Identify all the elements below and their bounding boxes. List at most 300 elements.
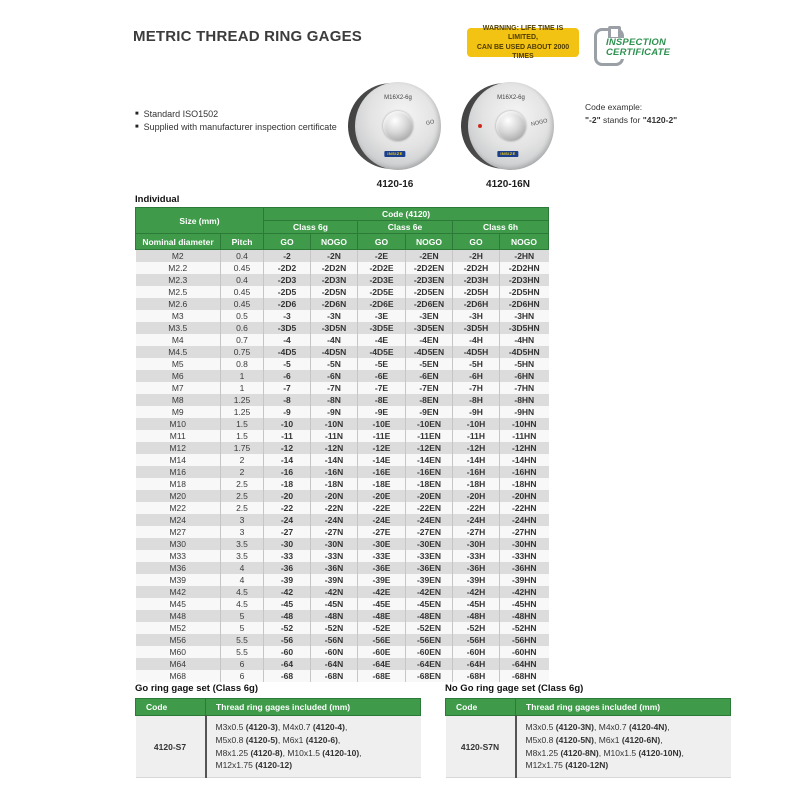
table-row: [136, 670, 549, 682]
table-row: [136, 298, 549, 310]
cell-code: -22EN: [406, 502, 453, 514]
cell-nominal-diameter: M5: [171, 359, 184, 369]
cell-nominal-diameter: M60: [169, 647, 187, 657]
cell-code: -8N: [311, 394, 358, 406]
cell-code: -36HN: [500, 562, 549, 574]
cell-code: -22N: [311, 502, 358, 514]
set-desc-line: M5x0.8 (4120-5), M6x1 (4120-6),: [215, 734, 341, 745]
cell-code: -68H: [453, 670, 500, 682]
main-table-body: [136, 250, 549, 683]
table-row: [136, 394, 549, 406]
product-code-caption: 4120-16N: [486, 179, 530, 190]
cell-pitch: 0.7: [221, 334, 264, 346]
cell-code: -4D5H: [453, 346, 500, 358]
cell-code: -14E: [358, 454, 406, 466]
cell-code: -24E: [358, 514, 406, 526]
cell-code: -2H: [453, 250, 500, 263]
ring-marking: M16X2-6g: [384, 95, 412, 101]
ring-threaded-hole: [496, 111, 526, 141]
cell-pitch: 1.25: [221, 394, 264, 406]
cell-nominal-diameter: M7: [171, 383, 184, 393]
cell-code: -42HN: [500, 586, 549, 598]
cell-code: -8H: [453, 394, 500, 406]
cell-code: -52EN: [406, 622, 453, 634]
cell-code: -2D5E: [358, 286, 406, 298]
page-title: METRIC THREAD RING GAGES: [133, 28, 362, 45]
set-code-header: Code: [446, 699, 516, 716]
cell-code: -52H: [453, 622, 500, 634]
nogo-set-table: [445, 698, 731, 778]
cell-pitch: 4: [221, 562, 264, 574]
cell-code: -2D2N: [311, 262, 358, 274]
cell-code: -30: [264, 538, 311, 550]
header-class-6e: Class 6e: [358, 221, 453, 234]
cell-pitch: 0.5: [221, 310, 264, 322]
cell-code: -4: [264, 334, 311, 346]
cell-code: -12: [264, 442, 311, 454]
cell-code: -3EN: [406, 310, 453, 322]
cell-code: -7N: [311, 382, 358, 394]
cell-nominal-diameter: M8: [171, 395, 184, 405]
cell-code: -42: [264, 586, 311, 598]
cell-code: -2D2HN: [500, 262, 549, 274]
cell-code: -39E: [358, 574, 406, 586]
cell-code: -20: [264, 490, 311, 502]
table-row: [136, 526, 549, 538]
feature-list: [135, 108, 337, 134]
cell-code: -5H: [453, 358, 500, 370]
cell-code: -2D5N: [311, 286, 358, 298]
cell-code: -45E: [358, 598, 406, 610]
cell-nominal-diameter: M2.2: [168, 263, 188, 273]
set-code-value: 4120-S7N: [446, 716, 516, 778]
cell-nominal-diameter: M16: [169, 467, 187, 477]
cell-nominal-diameter: M20: [169, 491, 187, 501]
table-row: [136, 538, 549, 550]
cell-code: -4EN: [406, 334, 453, 346]
cell-pitch: 0.4: [221, 250, 264, 263]
cell-code: -6: [264, 370, 311, 382]
cell-code: -27E: [358, 526, 406, 538]
cell-code: -30EN: [406, 538, 453, 550]
code-example-segment: "4120-2": [642, 114, 678, 125]
cell-code: -14: [264, 454, 311, 466]
cell-code: -24EN: [406, 514, 453, 526]
table-row: [136, 646, 549, 658]
cell-nominal-diameter: M9: [171, 407, 184, 417]
set-desc-line: M3x0.5 (4120-3), M4x0.7 (4120-4),: [215, 722, 348, 732]
cell-code: -68EN: [406, 670, 453, 682]
feature-text: Standard ISO1502: [143, 109, 219, 119]
cell-code: -36H: [453, 562, 500, 574]
cell-code: -24HN: [500, 514, 549, 526]
cell-nominal-diameter: M18: [169, 479, 187, 489]
cell-code: -9H: [453, 406, 500, 418]
cell-code: -36: [264, 562, 311, 574]
table-row: [136, 250, 549, 263]
cell-pitch: 2: [221, 466, 264, 478]
cell-code: -2D6E: [358, 298, 406, 310]
cell-code: -9: [264, 406, 311, 418]
cell-code: -39HN: [500, 574, 549, 586]
header-nominal-diameter: Nominal diameter: [136, 234, 221, 250]
cell-code: -14EN: [406, 454, 453, 466]
cell-code: -6H: [453, 370, 500, 382]
cell-code: -6HN: [500, 370, 549, 382]
cell-code: -18H: [453, 478, 500, 490]
cell-code: -45EN: [406, 598, 453, 610]
cell-code: -2N: [311, 250, 358, 263]
table-row: [136, 550, 549, 562]
cell-code: -7E: [358, 382, 406, 394]
cell-nominal-diameter: M12: [169, 443, 187, 453]
cell-pitch: 1.25: [221, 406, 264, 418]
cell-code: -5: [264, 358, 311, 370]
cell-pitch: 6: [221, 670, 264, 682]
cell-code: -56N: [311, 634, 358, 646]
cell-code: -2D3EN: [406, 274, 453, 286]
cell-pitch: 5: [221, 610, 264, 622]
cell-code: -4D5: [264, 346, 311, 358]
code-example-segment: "-2": [585, 114, 601, 125]
cell-code: -7HN: [500, 382, 549, 394]
cell-code: -7EN: [406, 382, 453, 394]
cell-code: -33N: [311, 550, 358, 562]
cell-code: -68N: [311, 670, 358, 682]
cell-code: -2D6H: [453, 298, 500, 310]
cell-code: -3E: [358, 310, 406, 322]
cell-nominal-diameter: M4: [171, 335, 184, 345]
go-set-title: Go ring gage set (Class 6g): [135, 683, 258, 694]
table-row: [136, 454, 549, 466]
header-pitch: Pitch: [221, 234, 264, 250]
cell-code: -36E: [358, 562, 406, 574]
cell-code: -42H: [453, 586, 500, 598]
go-ring-gage-image: [340, 82, 450, 190]
cell-code: -33HN: [500, 550, 549, 562]
cell-code: -22: [264, 502, 311, 514]
cell-code: -4HN: [500, 334, 549, 346]
cell-code: -56EN: [406, 634, 453, 646]
cell-code: -64HN: [500, 658, 549, 670]
cell-code: -10: [264, 418, 311, 430]
cell-code: -64E: [358, 658, 406, 670]
set-desc-line: M3x0.5 (4120-3N), M4x0.7 (4120-4N),: [525, 722, 670, 732]
header-size-group: Size (mm): [136, 208, 264, 234]
cell-nominal-diameter: M48: [169, 611, 187, 621]
cell-code: -14N: [311, 454, 358, 466]
cell-code: -5E: [358, 358, 406, 370]
cell-code: -60HN: [500, 646, 549, 658]
cell-pitch: 0.75: [221, 346, 264, 358]
table-row: [136, 622, 549, 634]
cell-code: -4D5HN: [500, 346, 549, 358]
set-desc: [206, 716, 421, 778]
cell-code: -56: [264, 634, 311, 646]
cell-code: -48: [264, 610, 311, 622]
set-desc-line: M12x1.75 (4120-12): [215, 760, 293, 771]
feature-item: [135, 121, 337, 134]
table-row: [136, 716, 421, 778]
cell-code: -3D5: [264, 322, 311, 334]
cell-code: -39EN: [406, 574, 453, 586]
cell-nominal-diameter: M42: [169, 587, 187, 597]
code-example-label: Code example:: [585, 102, 643, 112]
cell-code: -4N: [311, 334, 358, 346]
cell-code: -68E: [358, 670, 406, 682]
cell-code: -33E: [358, 550, 406, 562]
cell-pitch: 0.4: [221, 274, 264, 286]
bullet-icon: ■: [135, 124, 139, 131]
cell-code: -18N: [311, 478, 358, 490]
cell-code: -52E: [358, 622, 406, 634]
nogo-ring-gage-image: [453, 82, 563, 190]
cell-code: -16N: [311, 466, 358, 478]
cell-code: -5HN: [500, 358, 549, 370]
cell-code: -9EN: [406, 406, 453, 418]
cell-pitch: 0.6: [221, 322, 264, 334]
cell-code: -12E: [358, 442, 406, 454]
header-go: GO: [358, 234, 406, 250]
cell-pitch: 1.5: [221, 418, 264, 430]
cell-nominal-diameter: M14: [169, 455, 187, 465]
cell-code: -56H: [453, 634, 500, 646]
cell-code: -16HN: [500, 466, 549, 478]
cell-code: -2D5HN: [500, 286, 549, 298]
table-row: [136, 334, 549, 346]
set-desc-line: M8x1.25 (4120-8), M10x1.5 (4120-10),: [215, 747, 362, 758]
cell-code: -24N: [311, 514, 358, 526]
cell-code: -39H: [453, 574, 500, 586]
cell-code: -8EN: [406, 394, 453, 406]
ring-illustration: [348, 82, 442, 170]
cell-pitch: 4.5: [221, 598, 264, 610]
table-row: [136, 574, 549, 586]
cell-pitch: 5.5: [221, 646, 264, 658]
cell-code: -2D2EN: [406, 262, 453, 274]
header-class-6g: Class 6g: [264, 221, 358, 234]
cell-code: -16H: [453, 466, 500, 478]
ring-threaded-hole: [383, 111, 413, 141]
table-row: [136, 286, 549, 298]
table-row: [136, 442, 549, 454]
cell-code: -22E: [358, 502, 406, 514]
cell-code: -42E: [358, 586, 406, 598]
red-dot-marker: [478, 124, 482, 128]
cell-code: -11HN: [500, 430, 549, 442]
table-row: [446, 716, 731, 778]
table-row: [136, 346, 549, 358]
cell-code: -27N: [311, 526, 358, 538]
cell-code: -27HN: [500, 526, 549, 538]
cell-code: -20H: [453, 490, 500, 502]
cell-pitch: 3: [221, 526, 264, 538]
cell-code: -12EN: [406, 442, 453, 454]
cell-code: -16EN: [406, 466, 453, 478]
header-class-6h: Class 6h: [453, 221, 549, 234]
cell-pitch: 3.5: [221, 538, 264, 550]
cell-code: -14H: [453, 454, 500, 466]
set-desc: [516, 716, 731, 778]
cell-code: -56E: [358, 634, 406, 646]
cell-code: -36N: [311, 562, 358, 574]
cell-nominal-diameter: M27: [169, 527, 187, 537]
cell-code: -2D3E: [358, 274, 406, 286]
cell-code: -30E: [358, 538, 406, 550]
cell-code: -12H: [453, 442, 500, 454]
individual-section-label: Individual: [135, 194, 180, 205]
cell-code: -16E: [358, 466, 406, 478]
table-row: [136, 502, 549, 514]
table-row: [136, 658, 549, 670]
cell-code: -18: [264, 478, 311, 490]
cell-code: -48EN: [406, 610, 453, 622]
cell-code: -20N: [311, 490, 358, 502]
cell-code: -4H: [453, 334, 500, 346]
table-row: [136, 430, 549, 442]
cell-code: -2: [264, 250, 311, 263]
bullet-icon: ■: [135, 111, 139, 117]
cell-nominal-diameter: M56: [169, 635, 187, 645]
cell-code: -4E: [358, 334, 406, 346]
cell-code: -24H: [453, 514, 500, 526]
cell-code: -33EN: [406, 550, 453, 562]
cell-pitch: 0.45: [221, 262, 264, 274]
table-row: [136, 382, 549, 394]
cell-code: -68: [264, 670, 311, 682]
table-row: [136, 310, 549, 322]
cell-code: -11E: [358, 430, 406, 442]
cell-code: -68HN: [500, 670, 549, 682]
cell-nominal-diameter: M2.5: [168, 287, 188, 297]
go-set-table: [135, 698, 421, 778]
ring-marking: M16X2-6g: [497, 95, 525, 101]
set-desc-line: M8x1.25 (4120-8N), M10x1.5 (4120-10N),: [525, 747, 684, 758]
cell-code: -2D6HN: [500, 298, 549, 310]
cell-code: -56HN: [500, 634, 549, 646]
table-row: [136, 478, 549, 490]
cell-code: -27: [264, 526, 311, 538]
cell-code: -30N: [311, 538, 358, 550]
cell-code: -6E: [358, 370, 406, 382]
set-code-value: 4120-S7: [136, 716, 206, 778]
cell-code: -64H: [453, 658, 500, 670]
cell-code: -16: [264, 466, 311, 478]
cell-code: -10E: [358, 418, 406, 430]
cell-code: -6EN: [406, 370, 453, 382]
cell-code: -60EN: [406, 646, 453, 658]
table-row: [136, 274, 549, 286]
cell-nominal-diameter: M24: [169, 515, 187, 525]
table-row: [136, 418, 549, 430]
cell-code: -10N: [311, 418, 358, 430]
cell-pitch: 3.5: [221, 550, 264, 562]
cell-nominal-diameter: M10: [169, 419, 187, 429]
cell-pitch: 2.5: [221, 502, 264, 514]
warning-line-1: WARNING: LIFE TIME IS LIMITED,: [482, 24, 564, 42]
set-desc-header: Thread ring gages included (mm): [516, 699, 731, 716]
header-code-group: Code (4120): [264, 208, 549, 221]
nogo-set-section: [445, 683, 730, 778]
nogo-set-title: No Go ring gage set (Class 6g): [445, 683, 584, 694]
cell-code: -2D6N: [311, 298, 358, 310]
cell-code: -2D3N: [311, 274, 358, 286]
cell-code: -24: [264, 514, 311, 526]
cell-code: -27EN: [406, 526, 453, 538]
set-desc-line: M12x1.75 (4120-12N): [525, 760, 609, 771]
cell-pitch: 6: [221, 658, 264, 670]
insize-logo: INSIZE: [497, 151, 518, 157]
cell-code: -10H: [453, 418, 500, 430]
cell-nominal-diameter: M68: [169, 671, 187, 681]
cell-code: -10HN: [500, 418, 549, 430]
table-row: [136, 370, 549, 382]
cell-code: -2D3HN: [500, 274, 549, 286]
go-set-section: [135, 683, 420, 778]
cell-code: -3D5H: [453, 322, 500, 334]
cell-code: -5N: [311, 358, 358, 370]
cell-code: -7H: [453, 382, 500, 394]
cell-nominal-diameter: M3: [171, 311, 184, 321]
cell-code: -2D3H: [453, 274, 500, 286]
table-row: [136, 586, 549, 598]
cell-pitch: 3: [221, 514, 264, 526]
header-nogo: NOGO: [311, 234, 358, 250]
cell-code: -30H: [453, 538, 500, 550]
cell-pitch: 5.5: [221, 634, 264, 646]
cell-code: -45N: [311, 598, 358, 610]
cell-code: -8: [264, 394, 311, 406]
cell-code: -3: [264, 310, 311, 322]
go-marking: GO: [425, 119, 436, 127]
cell-code: -12N: [311, 442, 358, 454]
table-row: [136, 466, 549, 478]
individual-gages-table: [135, 207, 549, 682]
cell-code: -11EN: [406, 430, 453, 442]
header-go: GO: [264, 234, 311, 250]
cell-nominal-diameter: M2: [171, 251, 184, 261]
cell-nominal-diameter: M30: [169, 539, 187, 549]
cell-nominal-diameter: M52: [169, 623, 187, 633]
cell-code: -2D2: [264, 262, 311, 274]
cell-code: -11N: [311, 430, 358, 442]
cell-code: -2E: [358, 250, 406, 263]
cell-code: -9HN: [500, 406, 549, 418]
inspection-word: INSPECTION: [606, 37, 667, 48]
cell-nominal-diameter: M22: [169, 503, 187, 513]
cell-nominal-diameter: M39: [169, 575, 187, 585]
cell-code: -9E: [358, 406, 406, 418]
feature-text: Supplied with manufacturer inspection certificate: [143, 122, 337, 133]
warning-badge: [467, 24, 579, 60]
nogo-marking: NOGO: [530, 118, 549, 128]
cell-code: -7: [264, 382, 311, 394]
table-header: [136, 208, 549, 250]
set-desc-header: Thread ring gages included (mm): [206, 699, 421, 716]
cell-pitch: 2.5: [221, 478, 264, 490]
cell-code: -3H: [453, 310, 500, 322]
header-nogo: NOGO: [500, 234, 549, 250]
cell-nominal-diameter: M11: [169, 431, 186, 441]
cell-code: -18E: [358, 478, 406, 490]
cell-code: -42EN: [406, 586, 453, 598]
cell-code: -52: [264, 622, 311, 634]
cell-code: -6N: [311, 370, 358, 382]
cell-code: -3D5EN: [406, 322, 453, 334]
cell-code: -10EN: [406, 418, 453, 430]
cell-code: -48E: [358, 610, 406, 622]
cell-code: -20EN: [406, 490, 453, 502]
